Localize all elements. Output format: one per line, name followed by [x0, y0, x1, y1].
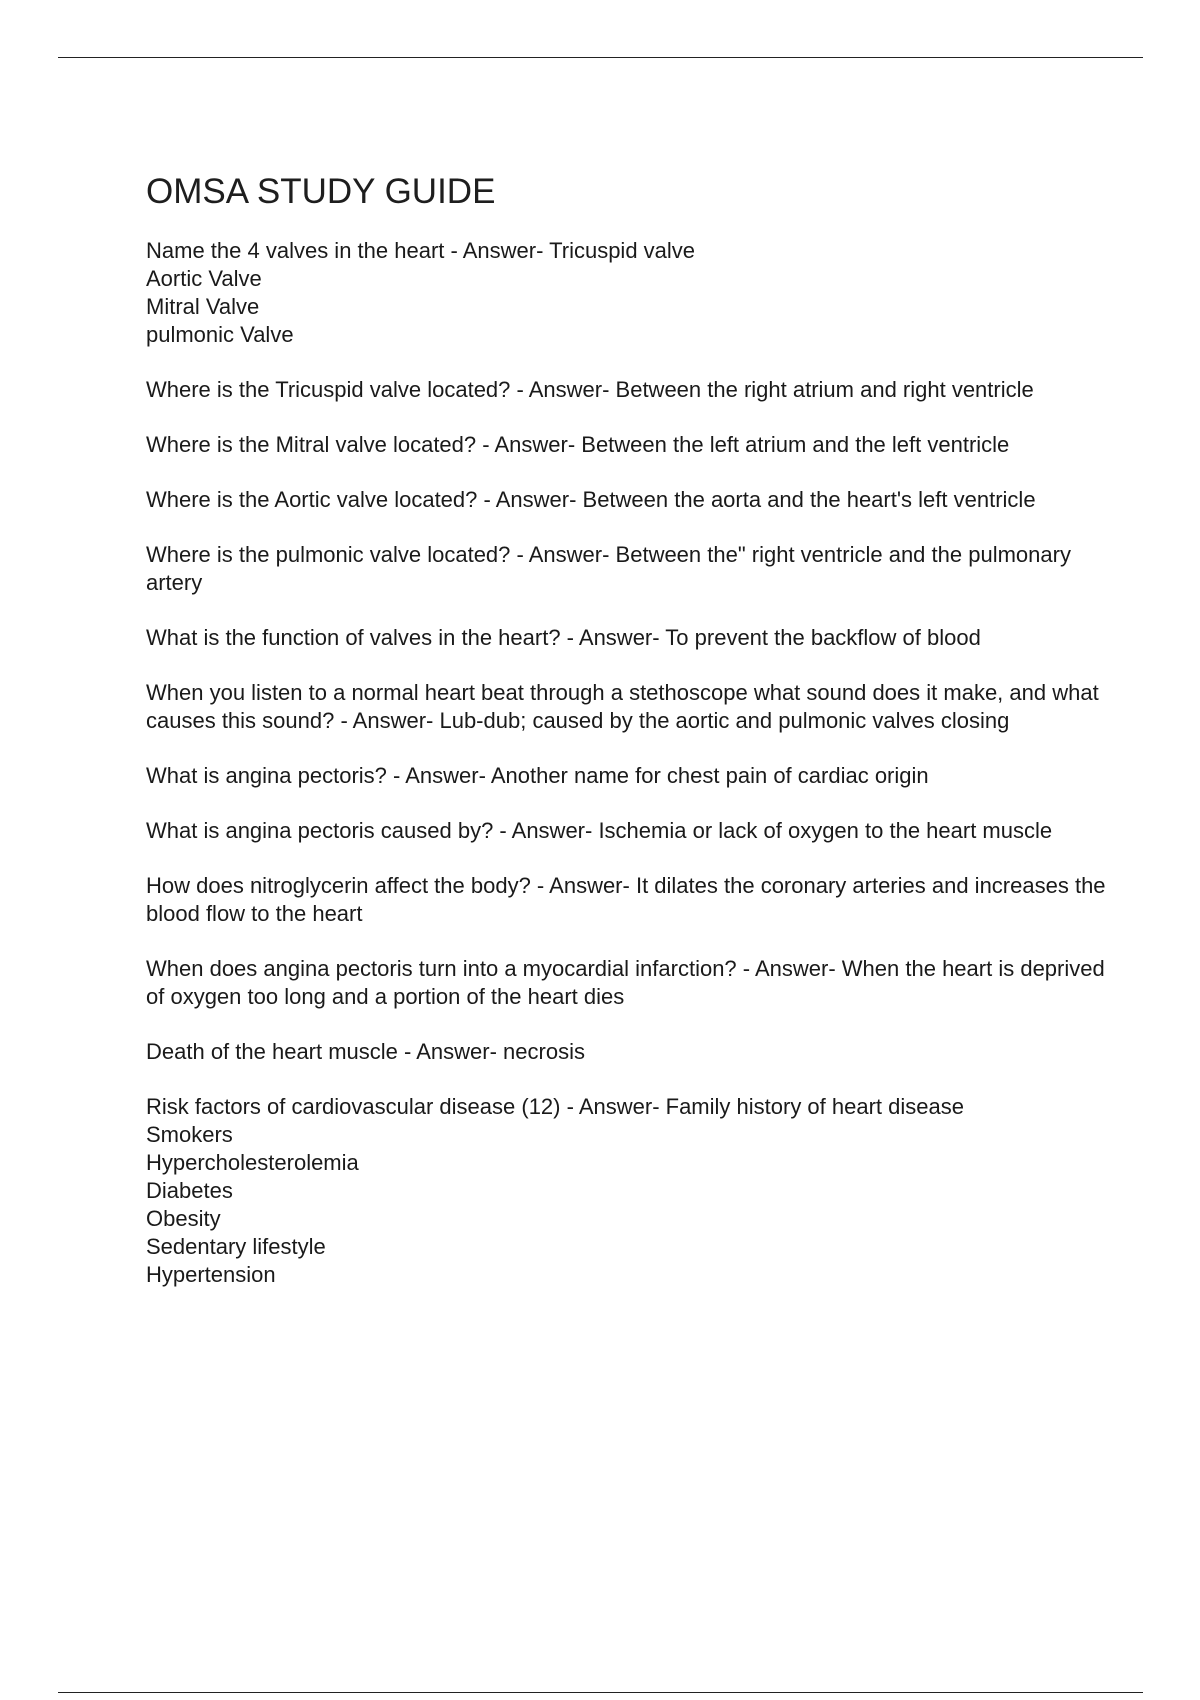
- top-rule: [58, 57, 1143, 58]
- qa-list-line: Hypertension: [146, 1262, 276, 1287]
- qa-entry-2: [146, 376, 1106, 404]
- qa-text: Where is the pulmonic valve located? - Answer- Between the" right ventricle and the pulmonary artery: [146, 542, 1071, 595]
- qa-entry-4: [146, 486, 1106, 514]
- qa-text: Death of the heart muscle - Answer- necrosis: [146, 1039, 585, 1064]
- qa-list-line: pulmonic Valve: [146, 322, 294, 347]
- qa-text: Where is the Tricuspid valve located? - Answer- Between the right atrium and right ventricle: [146, 377, 1034, 402]
- qa-entry-6: [146, 624, 1106, 652]
- qa-text: What is angina pectoris caused by? - Answer- Ischemia or lack of oxygen to the heart muscle: [146, 818, 1053, 843]
- document-body: [146, 170, 1106, 1316]
- qa-text: What is angina pectoris? - Answer- Another name for chest pain of cardiac origin: [146, 763, 929, 788]
- qa-text: How does nitroglycerin affect the body? - Answer- It dilates the coronary arteries and increases the blood flow to the heart: [146, 873, 1106, 926]
- qa-list-line: Smokers: [146, 1122, 233, 1147]
- qa-entry-5: [146, 541, 1106, 597]
- qa-entry-7: [146, 679, 1106, 735]
- qa-text: Risk factors of cardiovascular disease (12) - Answer- Family history of heart disease: [146, 1094, 964, 1119]
- qa-list-line: Diabetes: [146, 1178, 233, 1203]
- qa-text: What is the function of valves in the heart? - Answer- To prevent the backflow of blood: [146, 625, 981, 650]
- qa-entry-11: [146, 955, 1106, 1011]
- qa-text: Where is the Aortic valve located? - Answer- Between the aorta and the heart's left ventricle: [146, 487, 1036, 512]
- qa-list-line: Hypercholesterolemia: [146, 1150, 359, 1175]
- qa-list-line: Mitral Valve: [146, 294, 260, 319]
- qa-entry-13: [146, 1093, 1106, 1289]
- qa-entry-10: [146, 872, 1106, 928]
- qa-entry-8: [146, 762, 1106, 790]
- qa-entry-12: [146, 1038, 1106, 1066]
- qa-text: When you listen to a normal heart beat through a stethoscope what sound does it make, and what causes this sound? - Answer- Lub-dub; caused by the aortic and pulmonic valves closing: [146, 680, 1099, 733]
- document-title: OMSA STUDY GUIDE: [146, 172, 496, 211]
- qa-text: When does angina pectoris turn into a myocardial infarction? - Answer- When the heart is deprived of oxygen too long and a portion of the heart dies: [146, 956, 1105, 1009]
- bottom-rule: [58, 1692, 1143, 1693]
- qa-entry-3: [146, 431, 1106, 459]
- qa-entry-1: [146, 237, 1106, 349]
- qa-list-line: Sedentary lifestyle: [146, 1234, 326, 1259]
- qa-text: Where is the Mitral valve located? - Answer- Between the left atrium and the left ventricle: [146, 432, 1010, 457]
- qa-list-line: Aortic Valve: [146, 266, 262, 291]
- qa-list-line: Obesity: [146, 1206, 221, 1231]
- qa-entry-9: [146, 817, 1106, 845]
- qa-text: Name the 4 valves in the heart - Answer- Tricuspid valve: [146, 238, 696, 263]
